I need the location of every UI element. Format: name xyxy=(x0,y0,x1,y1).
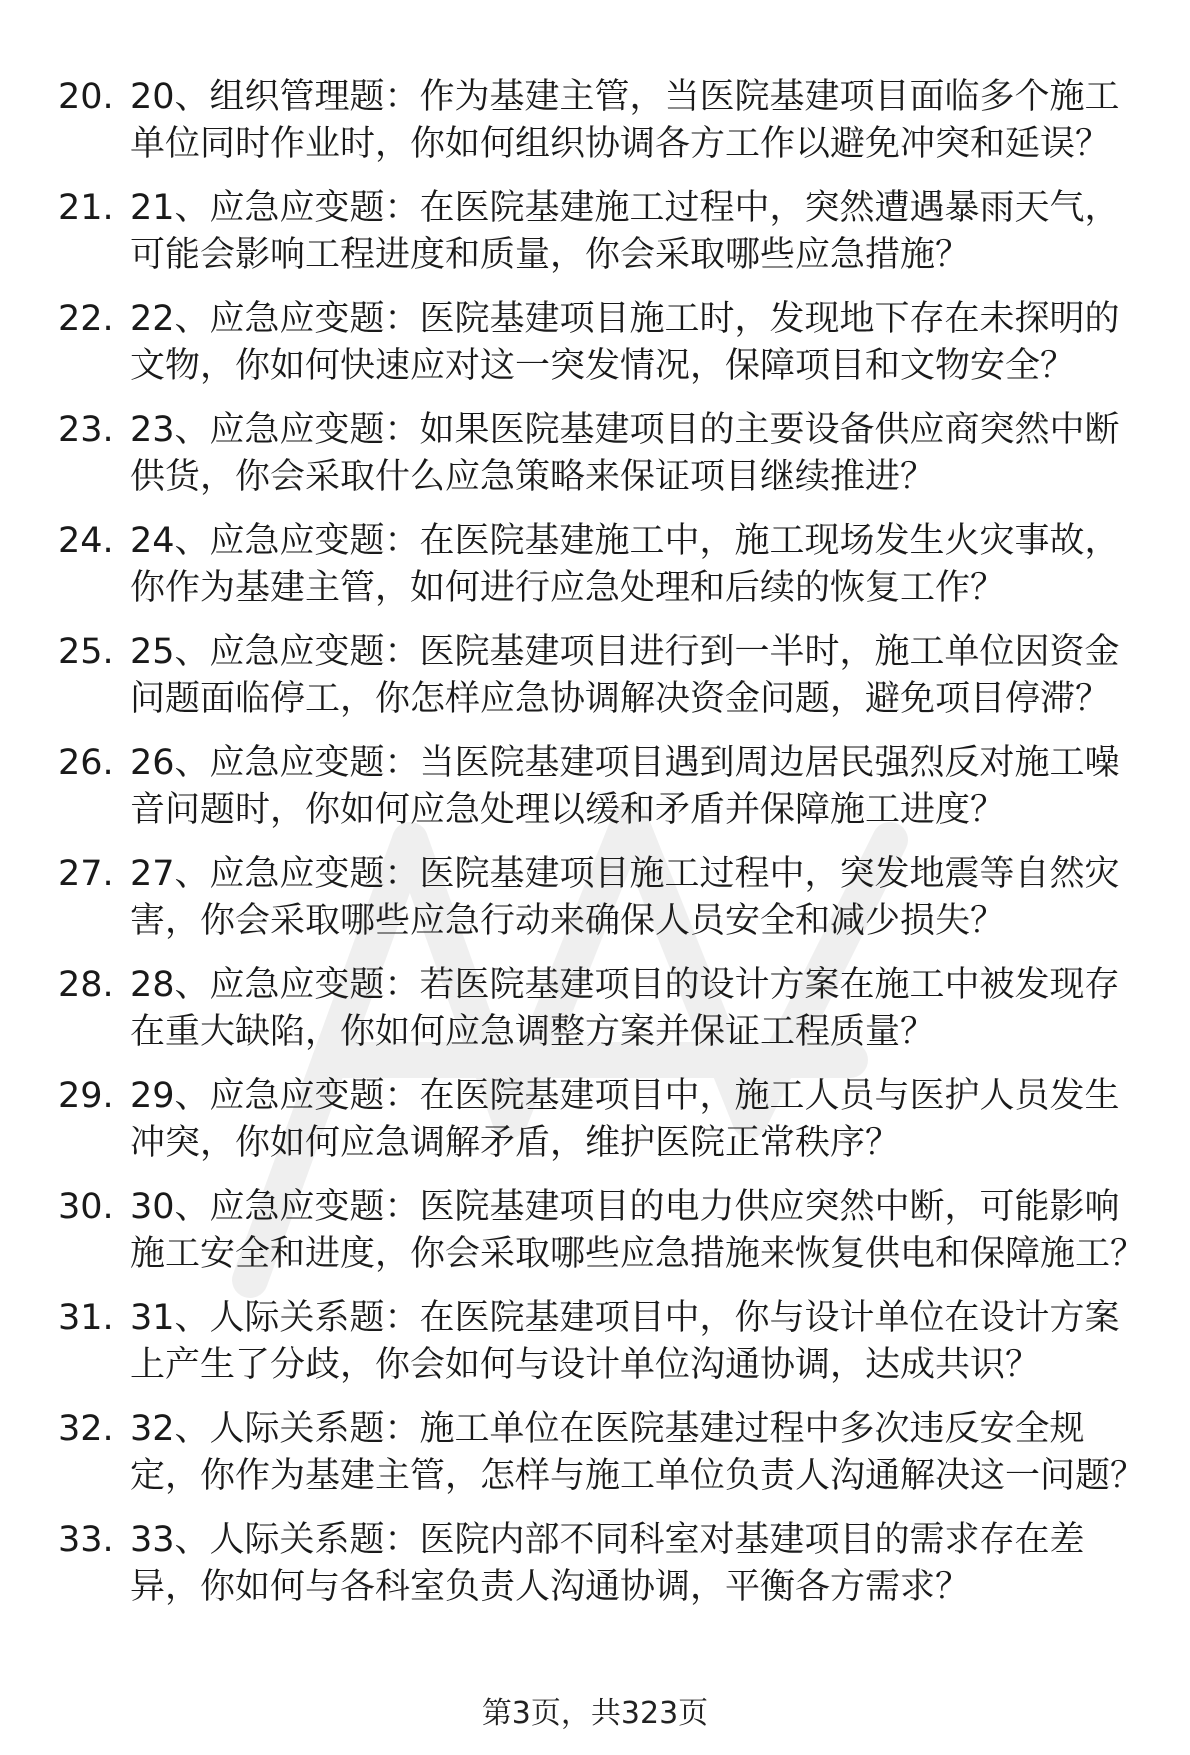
question-text: 26、应急应变题：当医院基建项目遇到周边居民强烈反对施工噪音问题时，你如何应急处理以缓和矛盾并保障施工进度？ xyxy=(130,743,1120,830)
question-text: 32、人际关系题：施工单位在医院基建过程中多次违反安全规定，你作为基建主管，怎样与施工单位负责人沟通解决这一问题？ xyxy=(130,1409,1146,1496)
question-text: 30、应急应变题：医院基建项目的电力供应突然中断，可能影响施工安全和进度，你会采取哪些应急措施来恢复供电和保障施工？ xyxy=(130,1187,1146,1274)
question-number: 33. xyxy=(58,1520,114,1560)
question-item xyxy=(58,1517,1158,1611)
question-text: 22、应急应变题：医院基建项目施工时，发现地下存在未探明的文物，你如何快速应对这一突发情况，保障项目和文物安全？ xyxy=(130,299,1120,386)
question-item xyxy=(58,962,1158,1056)
question-number: 25. xyxy=(58,632,114,672)
question-number: 28. xyxy=(58,965,114,1005)
question-number: 30. xyxy=(58,1187,114,1227)
question-text: 23、应急应变题：如果医院基建项目的主要设备供应商突然中断供货，你会采取什么应急策略来保证项目继续推进？ xyxy=(130,410,1120,497)
question-text: 24、应急应变题：在医院基建施工中，施工现场发生火灾事故，你作为基建主管，如何进行应急处理和后续的恢复工作？ xyxy=(130,521,1120,608)
question-text: 20、组织管理题：作为基建主管，当医院基建项目面临多个施工单位同时作业时，你如何组织协调各方工作以避免冲突和延误？ xyxy=(130,77,1120,164)
question-item xyxy=(58,629,1158,723)
question-number: 29. xyxy=(58,1076,114,1116)
question-item xyxy=(58,518,1158,612)
question-item xyxy=(58,185,1158,279)
question-item xyxy=(58,851,1158,945)
question-text: 29、应急应变题：在医院基建项目中，施工人员与医护人员发生冲突，你如何应急调解矛盾，维护医院正常秩序？ xyxy=(130,1076,1120,1163)
question-item xyxy=(58,740,1158,834)
question-text: 31、人际关系题：在医院基建项目中，你与设计单位在设计方案上产生了分歧，你会如何与设计单位沟通协调，达成共识？ xyxy=(130,1298,1120,1385)
question-number: 27. xyxy=(58,854,114,894)
question-number: 21. xyxy=(58,188,114,228)
question-item xyxy=(58,1184,1158,1278)
question-text: 33、人际关系题：医院内部不同科室对基建项目的需求存在差异，你如何与各科室负责人沟通协调，平衡各方需求？ xyxy=(130,1520,1085,1607)
question-item xyxy=(58,296,1158,390)
question-number: 32. xyxy=(58,1409,114,1449)
question-text: 25、应急应变题：医院基建项目进行到一半时，施工单位因资金问题面临停工，你怎样应急协调解决资金问题，避免项目停滞？ xyxy=(130,632,1120,719)
question-item xyxy=(58,1406,1158,1500)
question-text: 21、应急应变题：在医院基建施工过程中，突然遭遇暴雨天气，可能会影响工程进度和质量，你会采取哪些应急措施？ xyxy=(130,188,1120,275)
question-item xyxy=(58,74,1158,168)
page-footer: 第3页，共323页 xyxy=(481,1696,709,1731)
question-number: 24. xyxy=(58,521,114,561)
question-number: 31. xyxy=(58,1298,114,1338)
question-item xyxy=(58,1073,1158,1167)
question-item xyxy=(58,407,1158,501)
question-item xyxy=(58,1295,1158,1389)
question-number: 23. xyxy=(58,410,114,450)
question-text: 27、应急应变题：医院基建项目施工过程中，突发地震等自然灾害，你会采取哪些应急行动来确保人员安全和减少损失？ xyxy=(130,854,1120,941)
question-number: 22. xyxy=(58,299,114,339)
question-number: 20. xyxy=(58,77,114,117)
question-text: 28、应急应变题：若医院基建项目的设计方案在施工中被发现存在重大缺陷，你如何应急调整方案并保证工程质量？ xyxy=(130,965,1120,1052)
question-number: 26. xyxy=(58,743,114,783)
question-list xyxy=(58,74,1158,1628)
